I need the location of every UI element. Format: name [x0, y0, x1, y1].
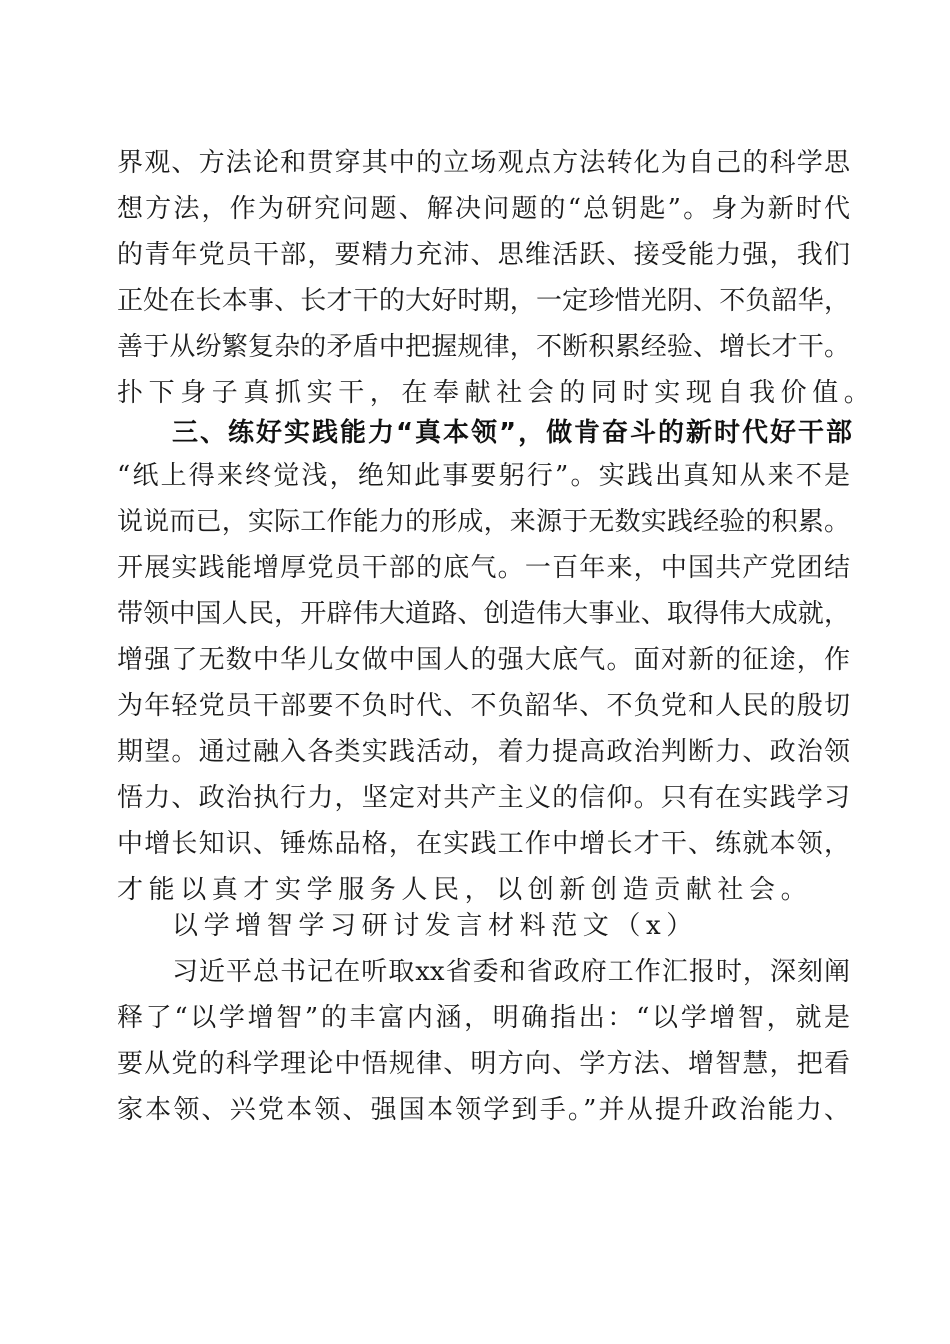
text-line: “纸上得来终觉浅，绝知此事要躬行”。实践出真知从来不是 — [117, 461, 850, 491]
text-line: 增强了无数中华儿女做中国人的强大底气。面对新的征途，作 — [117, 645, 850, 675]
text-line: 扑下身子真抓实干，在奉献社会的同时实现自我价值。 — [117, 378, 876, 408]
text-line: 中增长知识、锤炼品格，在实践工作中增长才干、练就本领， — [117, 829, 850, 859]
text-line: 想方法，作为研究问题、解决问题的“总钥匙”。身为新时代 — [117, 194, 850, 224]
text-line: 为年轻党员干部要不负时代、不负韶华、不负党和人民的殷切 — [117, 691, 850, 721]
text-line: 习近平总书记在听取xx省委和省政府工作汇报时，深刻阐 — [172, 957, 850, 987]
text-line: 悟力、政治执行力，坚定对共产主义的信仰。只有在实践学习 — [117, 783, 850, 813]
text-line: 的青年党员干部，要精力充沛、思维活跃、接受能力强，我们 — [117, 240, 850, 270]
text-line: 说说而已，实际工作能力的形成，来源于无数实践经验的积累。 — [117, 507, 850, 537]
text-line: 带领中国人民，开辟伟大道路、创造伟大事业、取得伟大成就， — [117, 599, 850, 629]
text-line: 家本领、兴党本领、强国本领学到手。”并从提升政治能力、 — [117, 1095, 850, 1125]
text-line: 善于从纷繁复杂的矛盾中把握规律，不断积累经验、增长才干。 — [117, 332, 850, 362]
text-line: 期望。通过融入各类实践活动，着力提高政治判断力、政治领 — [117, 737, 850, 767]
text-line: 要从党的科学理论中悟规律、明方向、学方法、增智慧，把看 — [117, 1049, 850, 1079]
text-line: 正处在长本事、长才干的大好时期，一定珍惜光阴、不负韶华， — [117, 286, 850, 316]
text-line: 界观、方法论和贯穿其中的立场观点方法转化为自己的科学思 — [117, 148, 850, 178]
text-line: 才能以真才实学服务人民，以创新创造贡献社会。 — [117, 875, 813, 905]
article-title: 以学增智学习研讨发言材料范文（x） — [172, 911, 698, 941]
text-line: 释了“以学增智”的丰富内涵，明确指出：“以学增智，就是 — [117, 1003, 850, 1033]
section-heading: 三、练好实践能力“真本领”，做肯奋斗的新时代好干部 — [172, 418, 852, 448]
text-line: 开展实践能增厚党员干部的底气。一百年来，中国共产党团结 — [117, 553, 850, 583]
